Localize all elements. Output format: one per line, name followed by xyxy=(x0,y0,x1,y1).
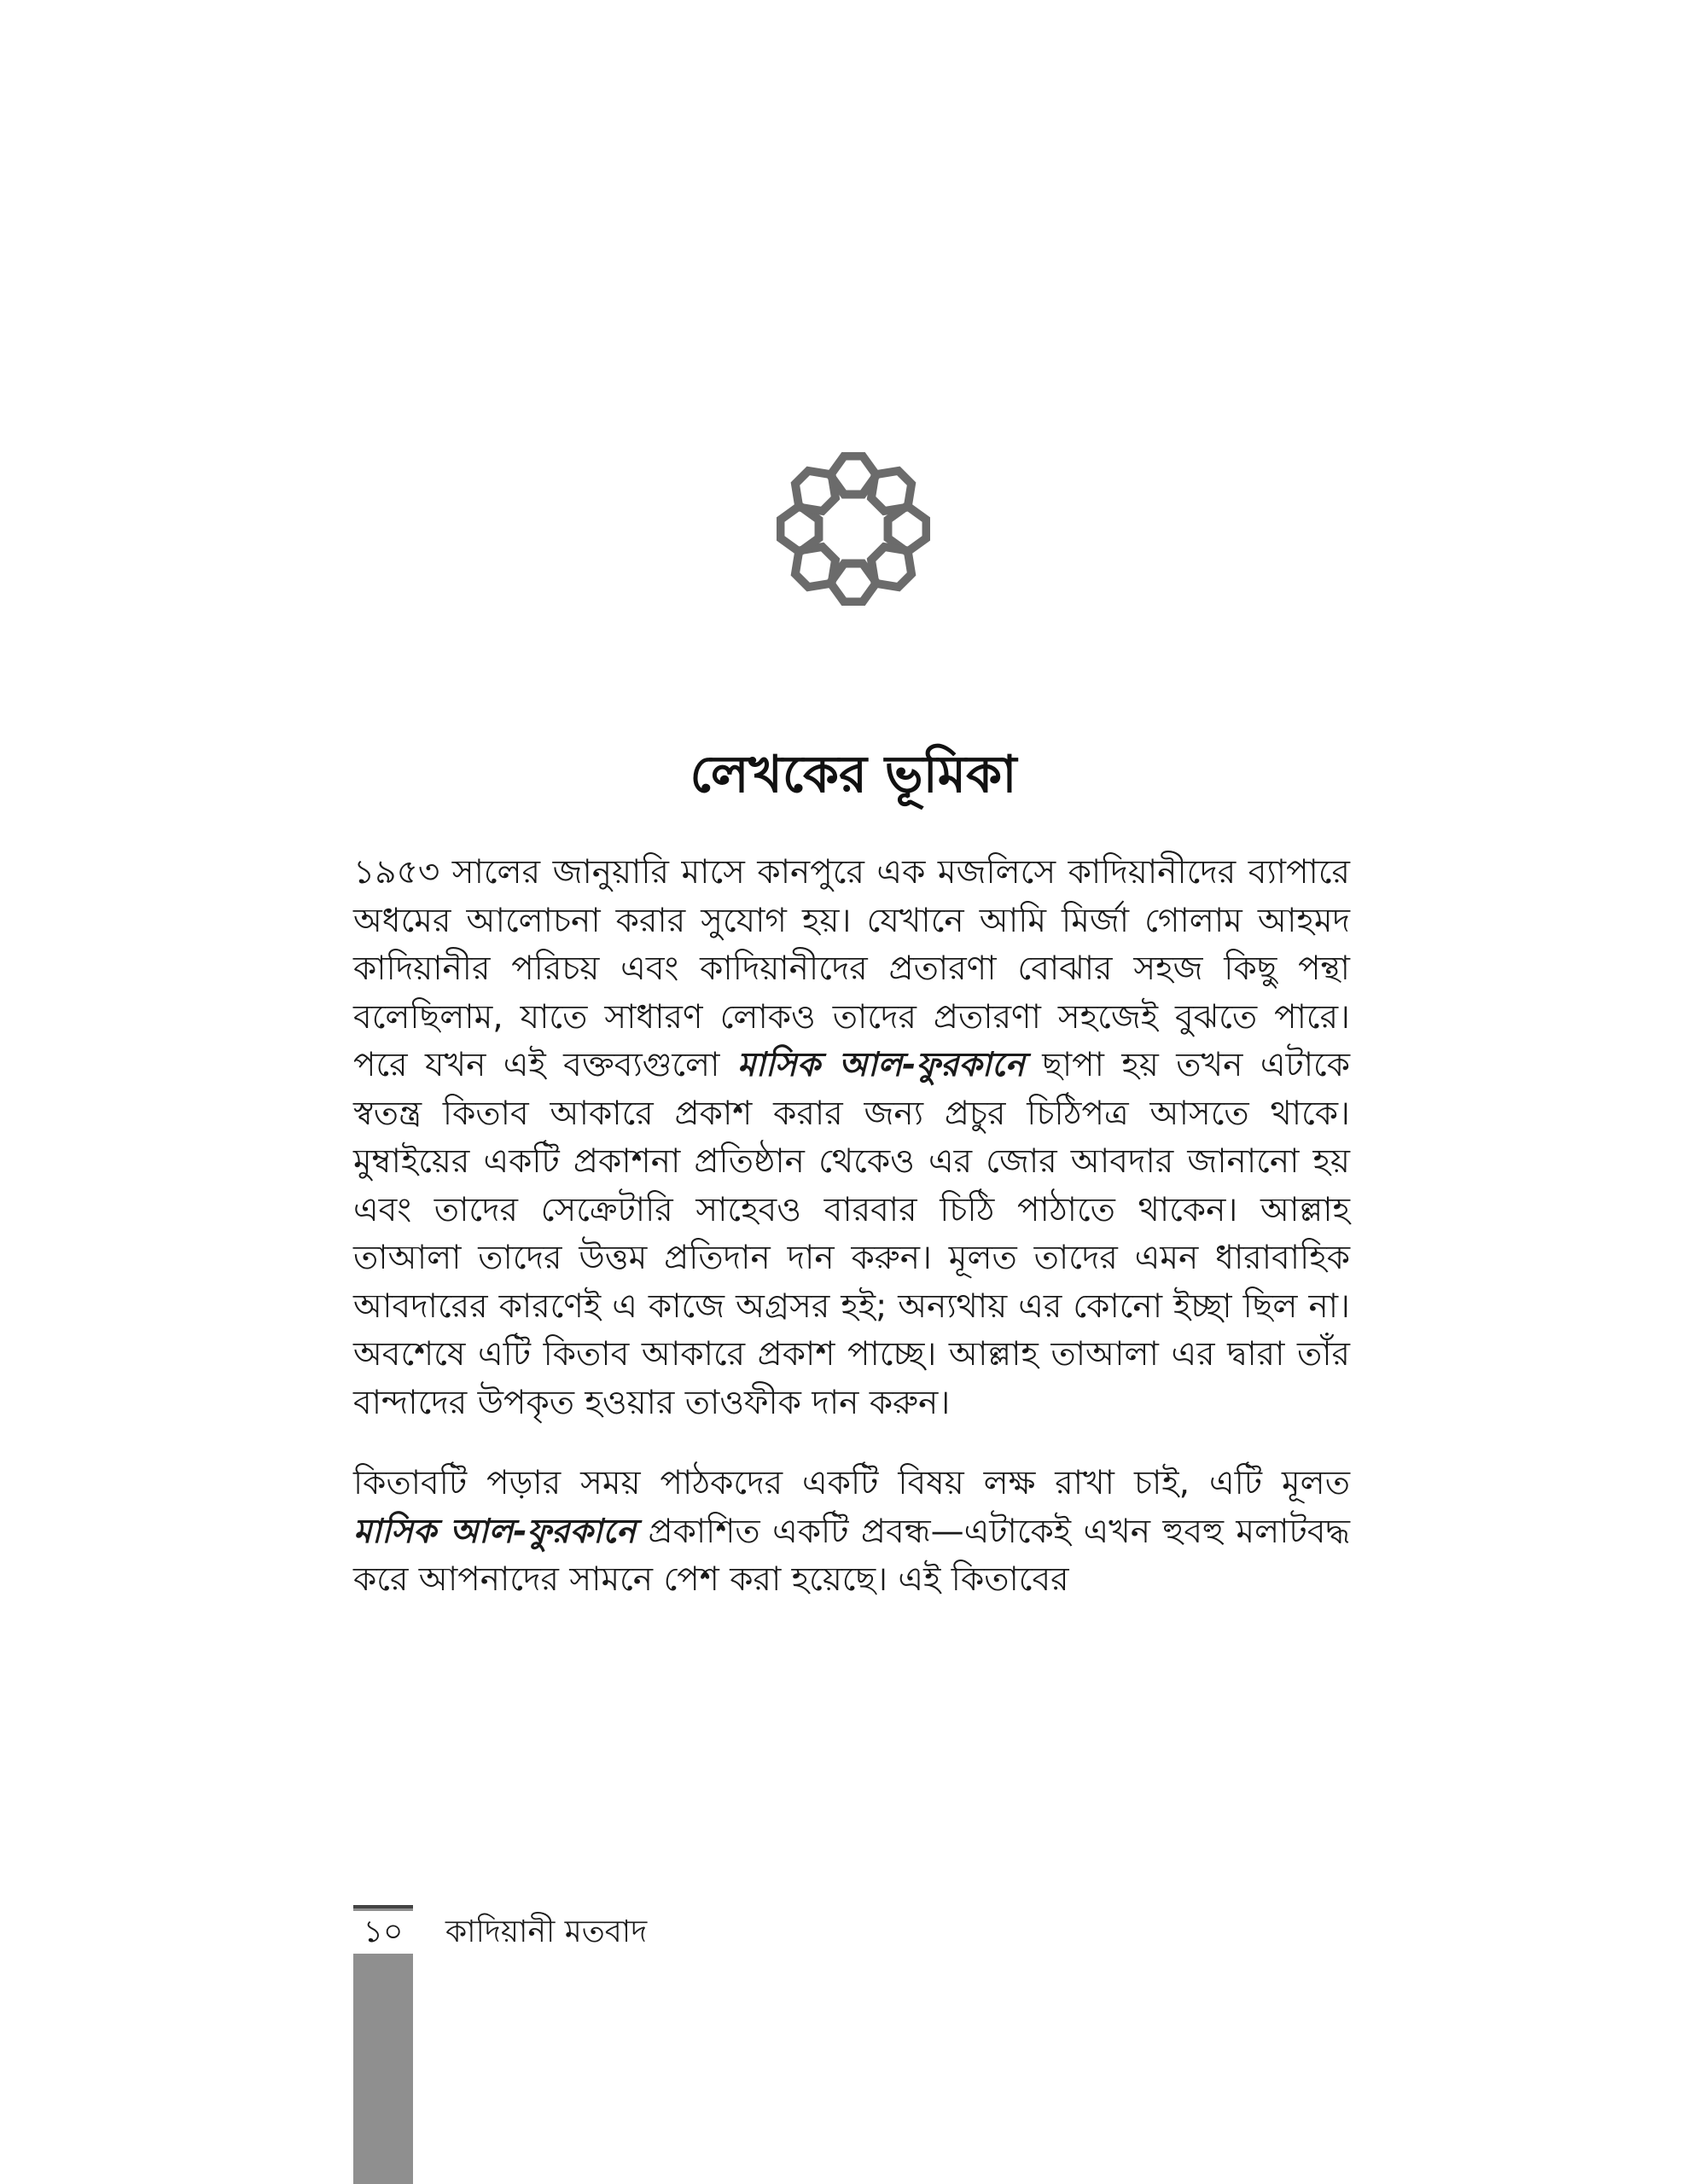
footer-rule xyxy=(353,1905,413,1908)
paragraph-1 xyxy=(353,849,1350,1427)
body-text xyxy=(353,849,1350,1605)
paragraph-2 xyxy=(353,1460,1350,1605)
running-title: কাদিয়ানী মতবাদ xyxy=(445,1914,648,1949)
paragraph-1-emphasis: মাসিক আল-ফুরকানে xyxy=(736,1046,1025,1084)
ornament-icon xyxy=(777,452,930,606)
page-number: ১০ xyxy=(353,1911,413,1954)
paragraph-2-text-b: প্রকাশিত একটি প্রবন্ধ—এটাকেই এখন হুবহু মলাটবদ্ধ করে আপনাদের সামনে পেশ করা হয়েছে। এই কিতাবের xyxy=(353,1512,1351,1599)
paragraph-1-text-a: ১৯৫৩ সালের জানুয়ারি মাসে কানপুরে এক মজলিসে কাদিয়ানীদের ব্যাপারে অধমের আলোচনা করার সুযোগ হয়। যেখানে আমি মির্জা গোলাম আহমদ কাদিয়ানীর পরিচয় এবং কাদিয়ানীদের প্রতারণা বোঝার সহজ কিছু পন্থা বলেছিলাম, যাতে সাধারণ লোকও তাদের প্রতারণা সহজেই বুঝতে পারে। পরে যখন এই বক্তব্যগুলো xyxy=(353,853,1350,1084)
paragraph-1-text-b: ছাপা হয় তখন এটাকে স্বতন্ত্র কিতাব আকারে প্রকাশ করার জন্য প্রচুর চিঠিপত্র আসতে থাকে। মুম্বাইয়ের একটি প্রকাশনা প্রতিষ্ঠান থেকেও এর জোর আবদার জানানো হয় এবং তাদের সেক্রেটারি সাহেবও বারবার চিঠি পাঠাতে থাকেন। আল্লাহ তাআলা তাদের উত্তম প্রতিদান দান করুন। মূলত তাদের এমন ধারাবাহিক আবদারের কারণেই এ কাজে অগ্রসর হই; অন্যথায় এর কোনো ইচ্ছা ছিল না। অবশেষে এটি কিতাব আকারে প্রকাশ পাচ্ছে। আল্লাহ তাআলা এর দ্বারা তাঁর বান্দাদের উপকৃত হওয়ার তাওফীক দান করুন। xyxy=(353,1046,1351,1422)
paragraph-2-emphasis: মাসিক আল-ফুরকানে xyxy=(353,1512,637,1551)
chapter-title: লেখকের ভূমিকা xyxy=(690,745,1017,804)
paragraph-2-text-a: কিতাবটি পড়ার সময় পাঠকদের একটি বিষয় লক্ষ রাখা চাই, এটি মূলত xyxy=(353,1464,1350,1502)
